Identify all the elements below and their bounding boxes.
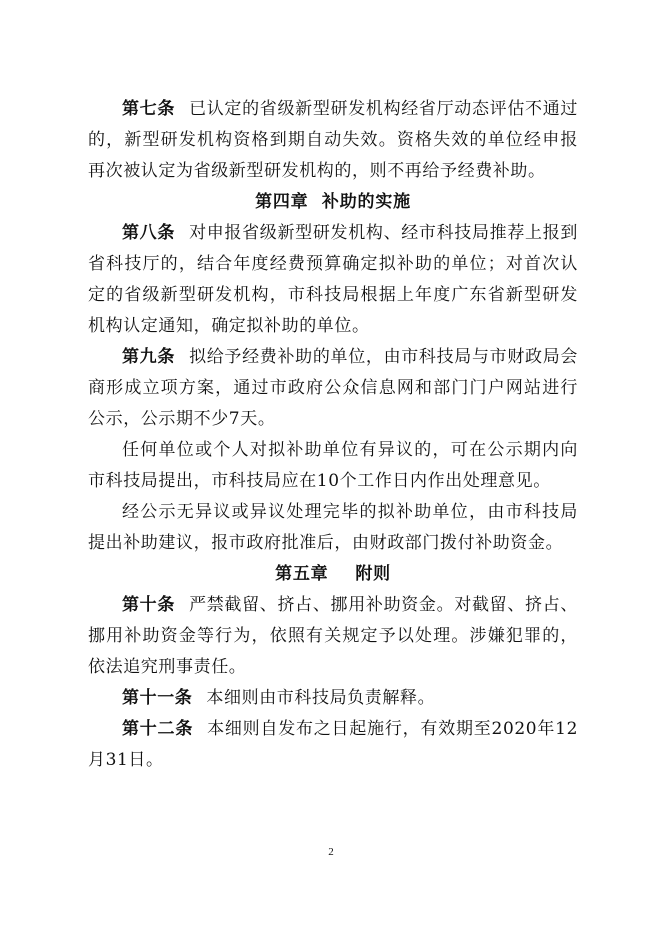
chapter-4-heading	[88, 187, 578, 218]
article-text: 拟给予经费补助的单位，由市科技局与市财政局会商形成立项方案，通过市政府公众信息网和部门门户网站进行公示，公示期不少7天。	[88, 347, 578, 429]
article-number: 第十一条	[122, 688, 193, 708]
article-text: 对申报省级新型研发机构、经市科技局推荐上报到省科技厅的，结合年度经费预算确定拟补助的单位；对首次认定的省级新型研发机构，市科技局根据上年度广东省新型研发机构认定通知，确定拟补助的单位。	[88, 223, 578, 336]
paragraph-objection	[88, 435, 578, 497]
article-number: 第七条	[122, 99, 176, 119]
article-12	[88, 714, 578, 776]
paragraph-text: 经公示无异议或异议处理完毕的拟补助单位，由市科技局提出补助建议，报市政府批准后，由财政部门拨付补助资金。	[88, 502, 578, 553]
article-11	[88, 683, 578, 714]
article-text: 本细则自发布之日起施行，有效期至2020年12月31日。	[88, 719, 578, 770]
chapter-title: 第五章 附则	[275, 564, 391, 584]
article-10	[88, 590, 578, 683]
article-number: 第八条	[122, 223, 176, 243]
paragraph-text: 任何单位或个人对拟补助单位有异议的，可在公示期内向市科技局提出，市科技局应在10个工作日内作出处理意见。	[88, 440, 578, 491]
page-number: 2	[328, 846, 334, 858]
article-number: 第十二条	[122, 719, 194, 739]
article-7	[88, 94, 578, 187]
article-text: 本细则由市科技局负责解释。	[206, 688, 436, 708]
article-number: 第十条	[122, 595, 176, 615]
article-text: 已认定的省级新型研发机构经省厅动态评估不通过的，新型研发机构资格到期自动失效。资格失效的单位经申报再次被认定为省级新型研发机构的，则不再给予经费补助。	[88, 99, 578, 181]
article-number: 第九条	[122, 347, 176, 367]
document-body	[88, 94, 578, 776]
paragraph-funding	[88, 497, 578, 559]
article-text: 严禁截留、挤占、挪用补助资金。对截留、挤占、挪用补助资金等行为，依照有关规定予以处理。涉嫌犯罪的，依法追究刑事责任。	[88, 595, 578, 677]
article-9	[88, 342, 578, 435]
chapter-title: 第四章 补助的实施	[255, 192, 411, 212]
article-8	[88, 218, 578, 342]
chapter-5-heading	[88, 559, 578, 590]
